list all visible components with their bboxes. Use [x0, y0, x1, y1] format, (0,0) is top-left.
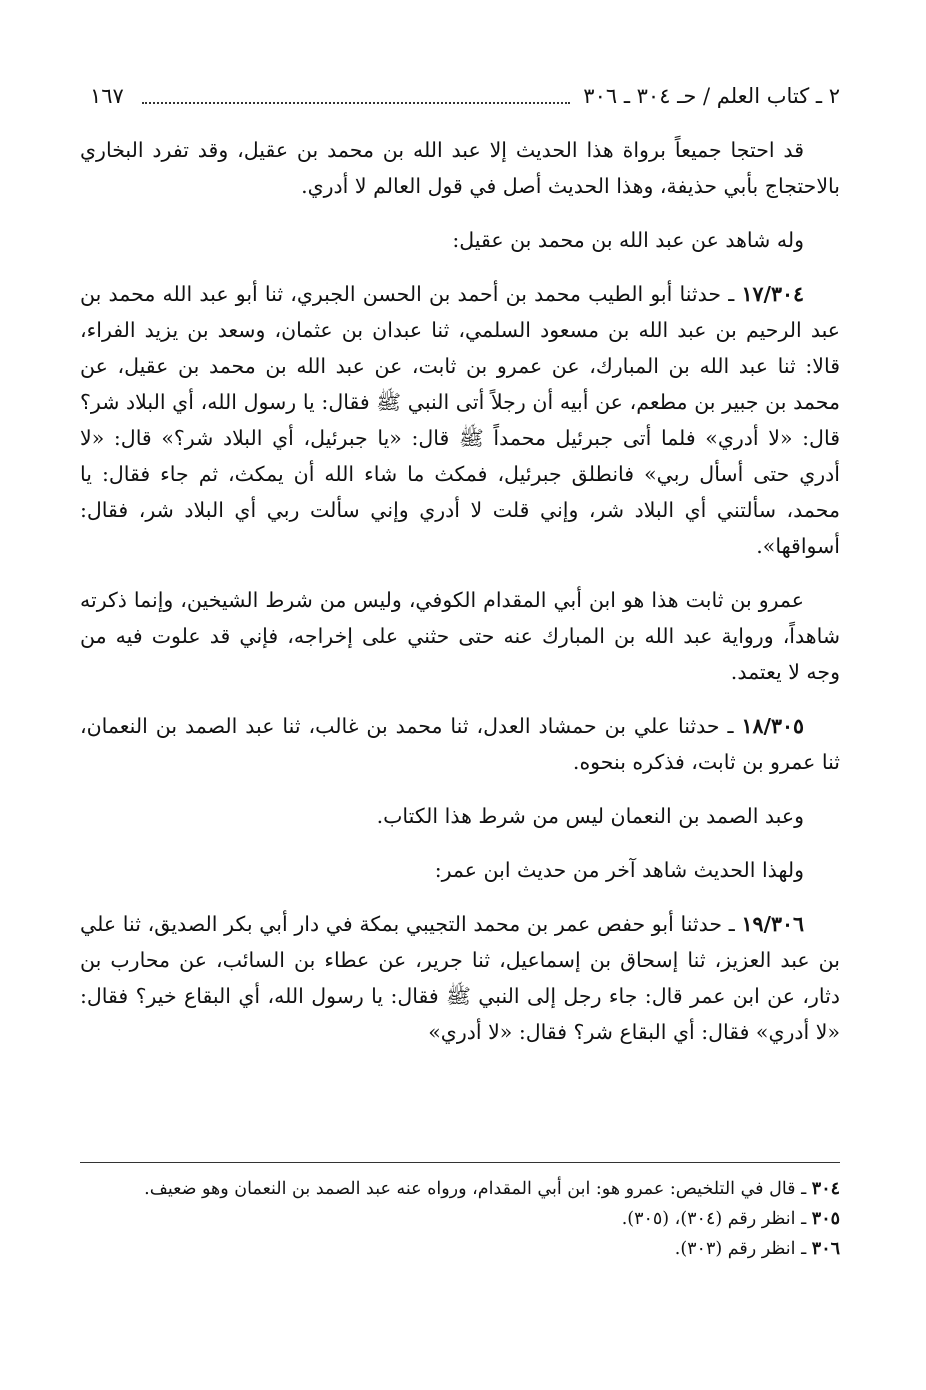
footnote-separator	[80, 1162, 840, 1163]
footnote-number: ٣٠٤	[811, 1179, 840, 1199]
paragraph: وعبد الصمد بن النعمان ليس من شرط هذا الكتاب.	[376, 804, 804, 828]
footnotes	[80, 1174, 840, 1264]
footnote	[80, 1174, 840, 1204]
footnote-number: ٣٠٦	[811, 1239, 840, 1259]
running-title: ٢ ـ كتاب العلم / حـ ٣٠٤ ـ ٣٠٦	[583, 84, 840, 108]
dot-leader	[142, 102, 570, 104]
hadith-paragraph	[80, 708, 840, 780]
hadith-number: ١٩/٣٠٦	[741, 912, 804, 936]
paragraph: قد احتجا جميعاً برواة هذا الحديث إلا عبد الله بن محمد بن عقيل، وقد تفرد البخاري بالاحتجاج بأبي حذيفة، وهذا الحديث أصل في قول العالم لا أدري.	[80, 138, 840, 198]
footnote-number: ٣٠٥	[811, 1209, 840, 1229]
footnote	[80, 1234, 840, 1264]
hadith-text: ـ حدثنا علي بن حمشاد العدل، ثنا محمد بن غالب، ثنا عبد الصمد بن النعمان، ثنا عمرو بن ثابت، فذكره بنحوه.	[80, 714, 840, 774]
footnote	[80, 1204, 840, 1234]
paragraph: ولهذا الحديث شاهد آخر من حديث ابن عمر:	[434, 858, 804, 882]
page-header	[90, 78, 840, 114]
footnote-text: ـ انظر رقم (٣٠٤)، (٣٠٥).	[621, 1209, 807, 1229]
paragraph: عمرو بن ثابت هذا هو ابن أبي المقدام الكوفي، وليس من شرط الشيخين، وإنما ذكرته شاهداً، ورواية عبد الله بن المبارك عنه حتى حثني على إخراجه، فإني قد علوت فيه من وجه لا يعتمد.	[80, 588, 840, 684]
page-number: ١٦٧	[90, 84, 124, 108]
main-text	[80, 132, 840, 1050]
hadith-number: ١٨/٣٠٥	[741, 714, 804, 738]
hadith-text: ـ حدثنا أبو الطيب محمد بن أحمد بن الحسن الجبري، ثنا أبو عبد الله محمد بن عبد الرحيم بن عبد الله بن مسعود السلمي، ثنا عبدان بن عثمان، وسعد بن يزيد الفراء، قالا: ثنا عبد الله بن المبارك، عن عمرو بن ثابت، عن عبد الله بن محمد بن عقيل، عن محمد بن جبير بن مطعم، عن أبيه أن رجلاً أتى النبي ﷺ فقال: يا رسول الله، أي البلاد شر؟ قال: «لا أدري» فلما أتى جبرئيل محمداً ﷺ قال: «يا جبرئيل، أي البلاد شر؟» قال: «لا أدري حتى أسأل ربي» فانطلق جبرئيل، فمكث ما شاء الله أن يمكث، ثم جاء فقال: يا محمد، سألتني أي البلاد شر، وإني قلت لا أدري وإني سألت ربي أي البلاد شر، فقال: أسواقها».	[80, 282, 840, 558]
paragraph: وله شاهد عن عبد الله بن محمد بن عقيل:	[452, 228, 804, 252]
footnote-text: ـ قال في التلخيص: عمرو هو: ابن أبي المقدام، ورواه عنه عبد الصمد بن النعمان وهو ضعيف.	[144, 1179, 807, 1199]
hadith-paragraph	[80, 906, 840, 1050]
hadith-text: ـ حدثنا أبو حفص عمر بن محمد التجيبي بمكة في دار أبي بكر الصديق، ثنا علي بن عبد العزيز، ثنا إسحاق بن إسماعيل، ثنا جرير، عن عطاء بن السائب، عن محارب بن دثار، عن ابن عمر قال: جاء رجل إلى النبي ﷺ فقال: يا رسول الله، أي البقاع خير؟ فقال: «لا أدري» فقال: أي البقاع شر؟ فقال: «لا أدري»	[80, 912, 840, 1044]
hadith-number: ١٧/٣٠٤	[741, 282, 804, 306]
footnote-text: ـ انظر رقم (٣٠٣).	[674, 1239, 807, 1259]
hadith-paragraph	[80, 276, 840, 564]
